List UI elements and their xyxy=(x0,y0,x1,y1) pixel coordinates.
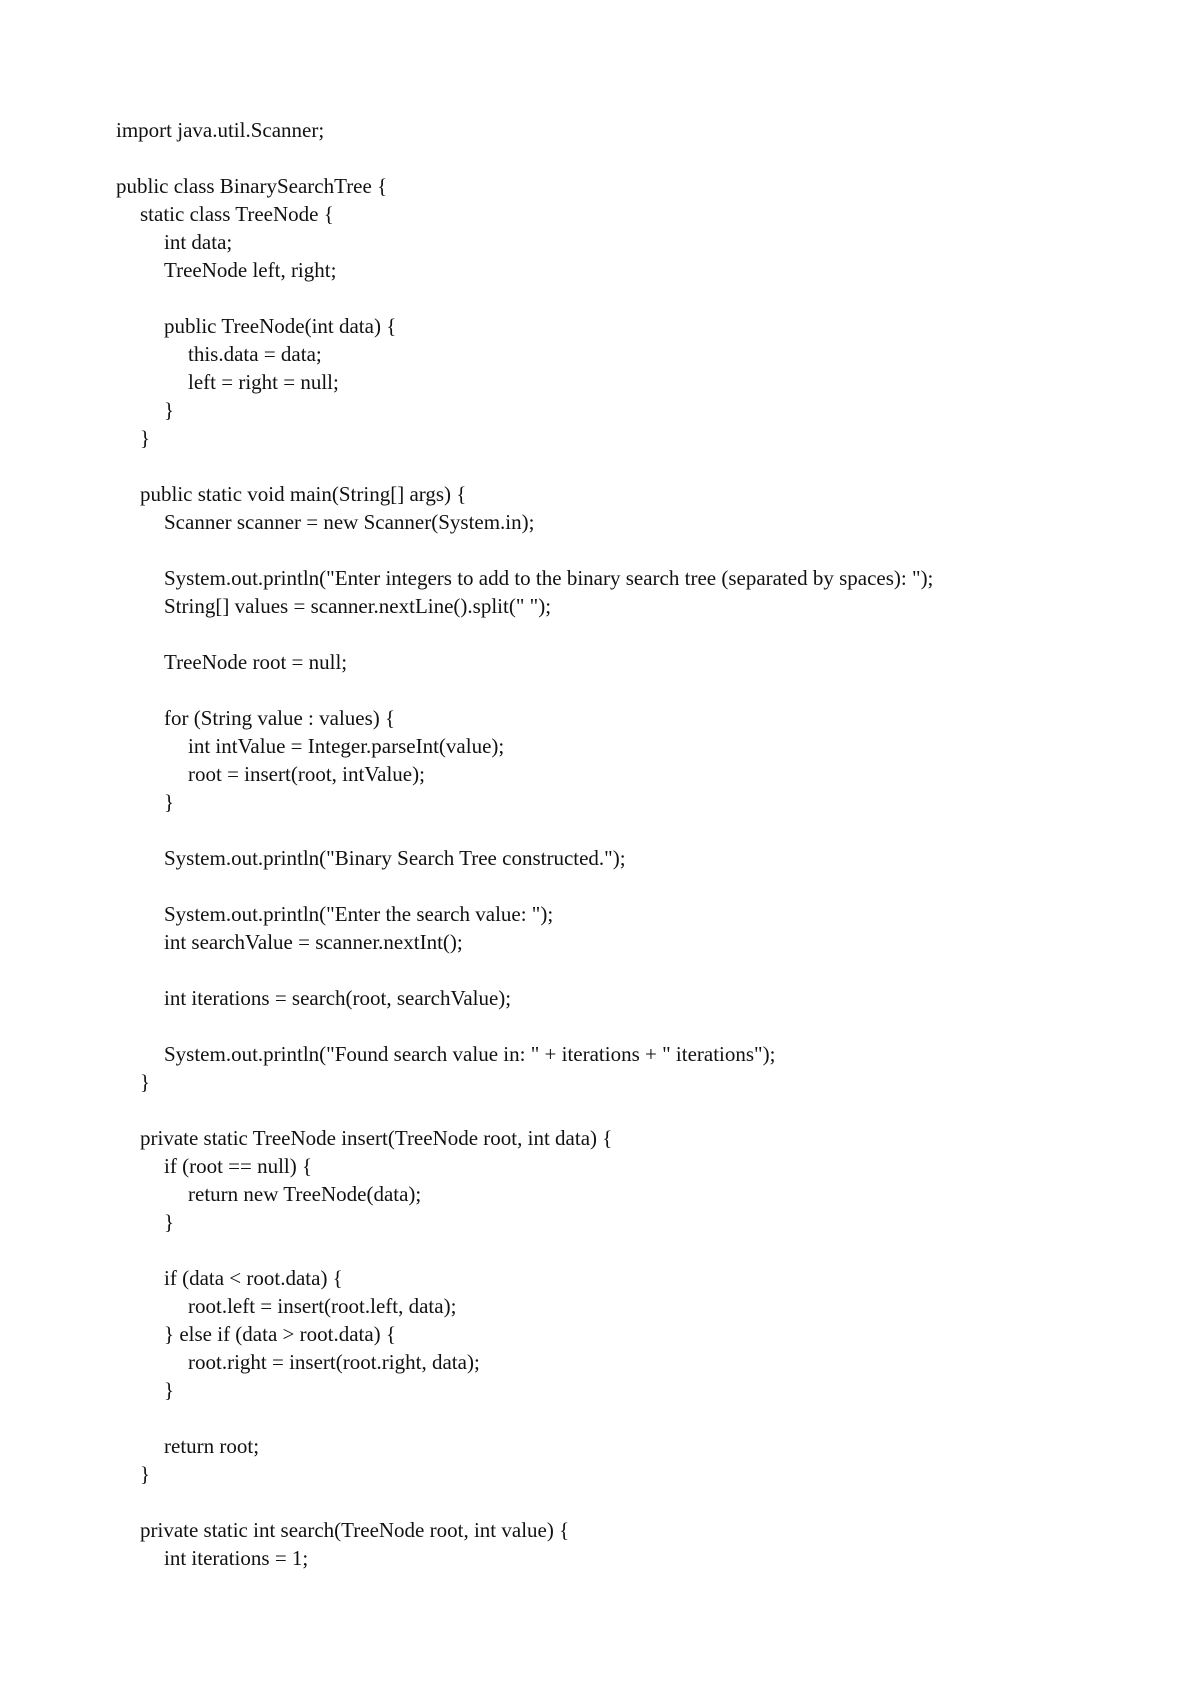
code-line-15: Scanner scanner = new Scanner(System.in); xyxy=(164,510,535,534)
code-line-35: } xyxy=(140,1070,151,1094)
code-line-12: } xyxy=(140,426,151,450)
code-line-51: private static int search(TreeNode root, int value) { xyxy=(140,1518,570,1542)
code-line-23: int intValue = Integer.parseInt(value); xyxy=(188,734,505,758)
code-line-49: } xyxy=(140,1462,151,1486)
blank-line xyxy=(116,676,1156,704)
blank-line xyxy=(116,620,1156,648)
blank-line xyxy=(116,536,1156,564)
code-line-52: int iterations = 1; xyxy=(164,1546,309,1570)
code-line-46: } xyxy=(164,1378,175,1402)
code-line-44: } else if (data > root.data) { xyxy=(164,1322,396,1346)
code-line-37: private static TreeNode insert(TreeNode root, int data) { xyxy=(140,1126,613,1150)
code-line-43: root.left = insert(root.left, data); xyxy=(188,1294,457,1318)
code-line-22: for (String value : values) { xyxy=(164,706,396,730)
code-line-42: if (data < root.data) { xyxy=(164,1266,343,1290)
blank-line xyxy=(116,144,1156,172)
code-line-20: TreeNode root = null; xyxy=(164,650,348,674)
code-line-27: System.out.println("Binary Search Tree constructed."); xyxy=(164,846,626,870)
code-line-32: int iterations = search(root, searchValue); xyxy=(164,986,512,1010)
blank-line xyxy=(116,284,1156,312)
blank-line xyxy=(116,956,1156,984)
blank-line xyxy=(116,1096,1156,1124)
code-line-1: import java.util.Scanner; xyxy=(116,118,325,142)
code-line-8: public TreeNode(int data) { xyxy=(164,314,397,338)
blank-line xyxy=(116,452,1156,480)
blank-line xyxy=(116,1012,1156,1040)
code-line-24: root = insert(root, intValue); xyxy=(188,762,425,786)
code-listing xyxy=(116,116,1156,1572)
code-line-5: int data; xyxy=(164,230,233,254)
code-line-29: System.out.println("Enter the search value: "); xyxy=(164,902,554,926)
code-line-9: this.data = data; xyxy=(188,342,322,366)
blank-line xyxy=(116,1488,1156,1516)
blank-line xyxy=(116,1404,1156,1432)
code-line-4: static class TreeNode { xyxy=(140,202,334,226)
code-line-48: return root; xyxy=(164,1434,260,1458)
code-line-18: String[] values = scanner.nextLine().split(" "); xyxy=(164,594,552,618)
code-line-25: } xyxy=(164,790,175,814)
code-line-45: root.right = insert(root.right, data); xyxy=(188,1350,480,1374)
blank-line xyxy=(116,1236,1156,1264)
code-line-6: TreeNode left, right; xyxy=(164,258,337,282)
code-line-3: public class BinarySearchTree { xyxy=(116,174,388,198)
code-line-14: public static void main(String[] args) { xyxy=(140,482,467,506)
code-line-11: } xyxy=(164,398,175,422)
code-line-30: int searchValue = scanner.nextInt(); xyxy=(164,930,463,954)
blank-line xyxy=(116,816,1156,844)
code-line-34: System.out.println("Found search value in: " + iterations + " iterations"); xyxy=(164,1042,776,1066)
blank-line xyxy=(116,872,1156,900)
code-line-40: } xyxy=(164,1210,175,1234)
code-line-38: if (root == null) { xyxy=(164,1154,313,1178)
code-line-17: System.out.println("Enter integers to add to the binary search tree (separated by spaces): "); xyxy=(164,566,934,590)
code-line-39: return new TreeNode(data); xyxy=(188,1182,422,1206)
code-line-10: left = right = null; xyxy=(188,370,339,394)
